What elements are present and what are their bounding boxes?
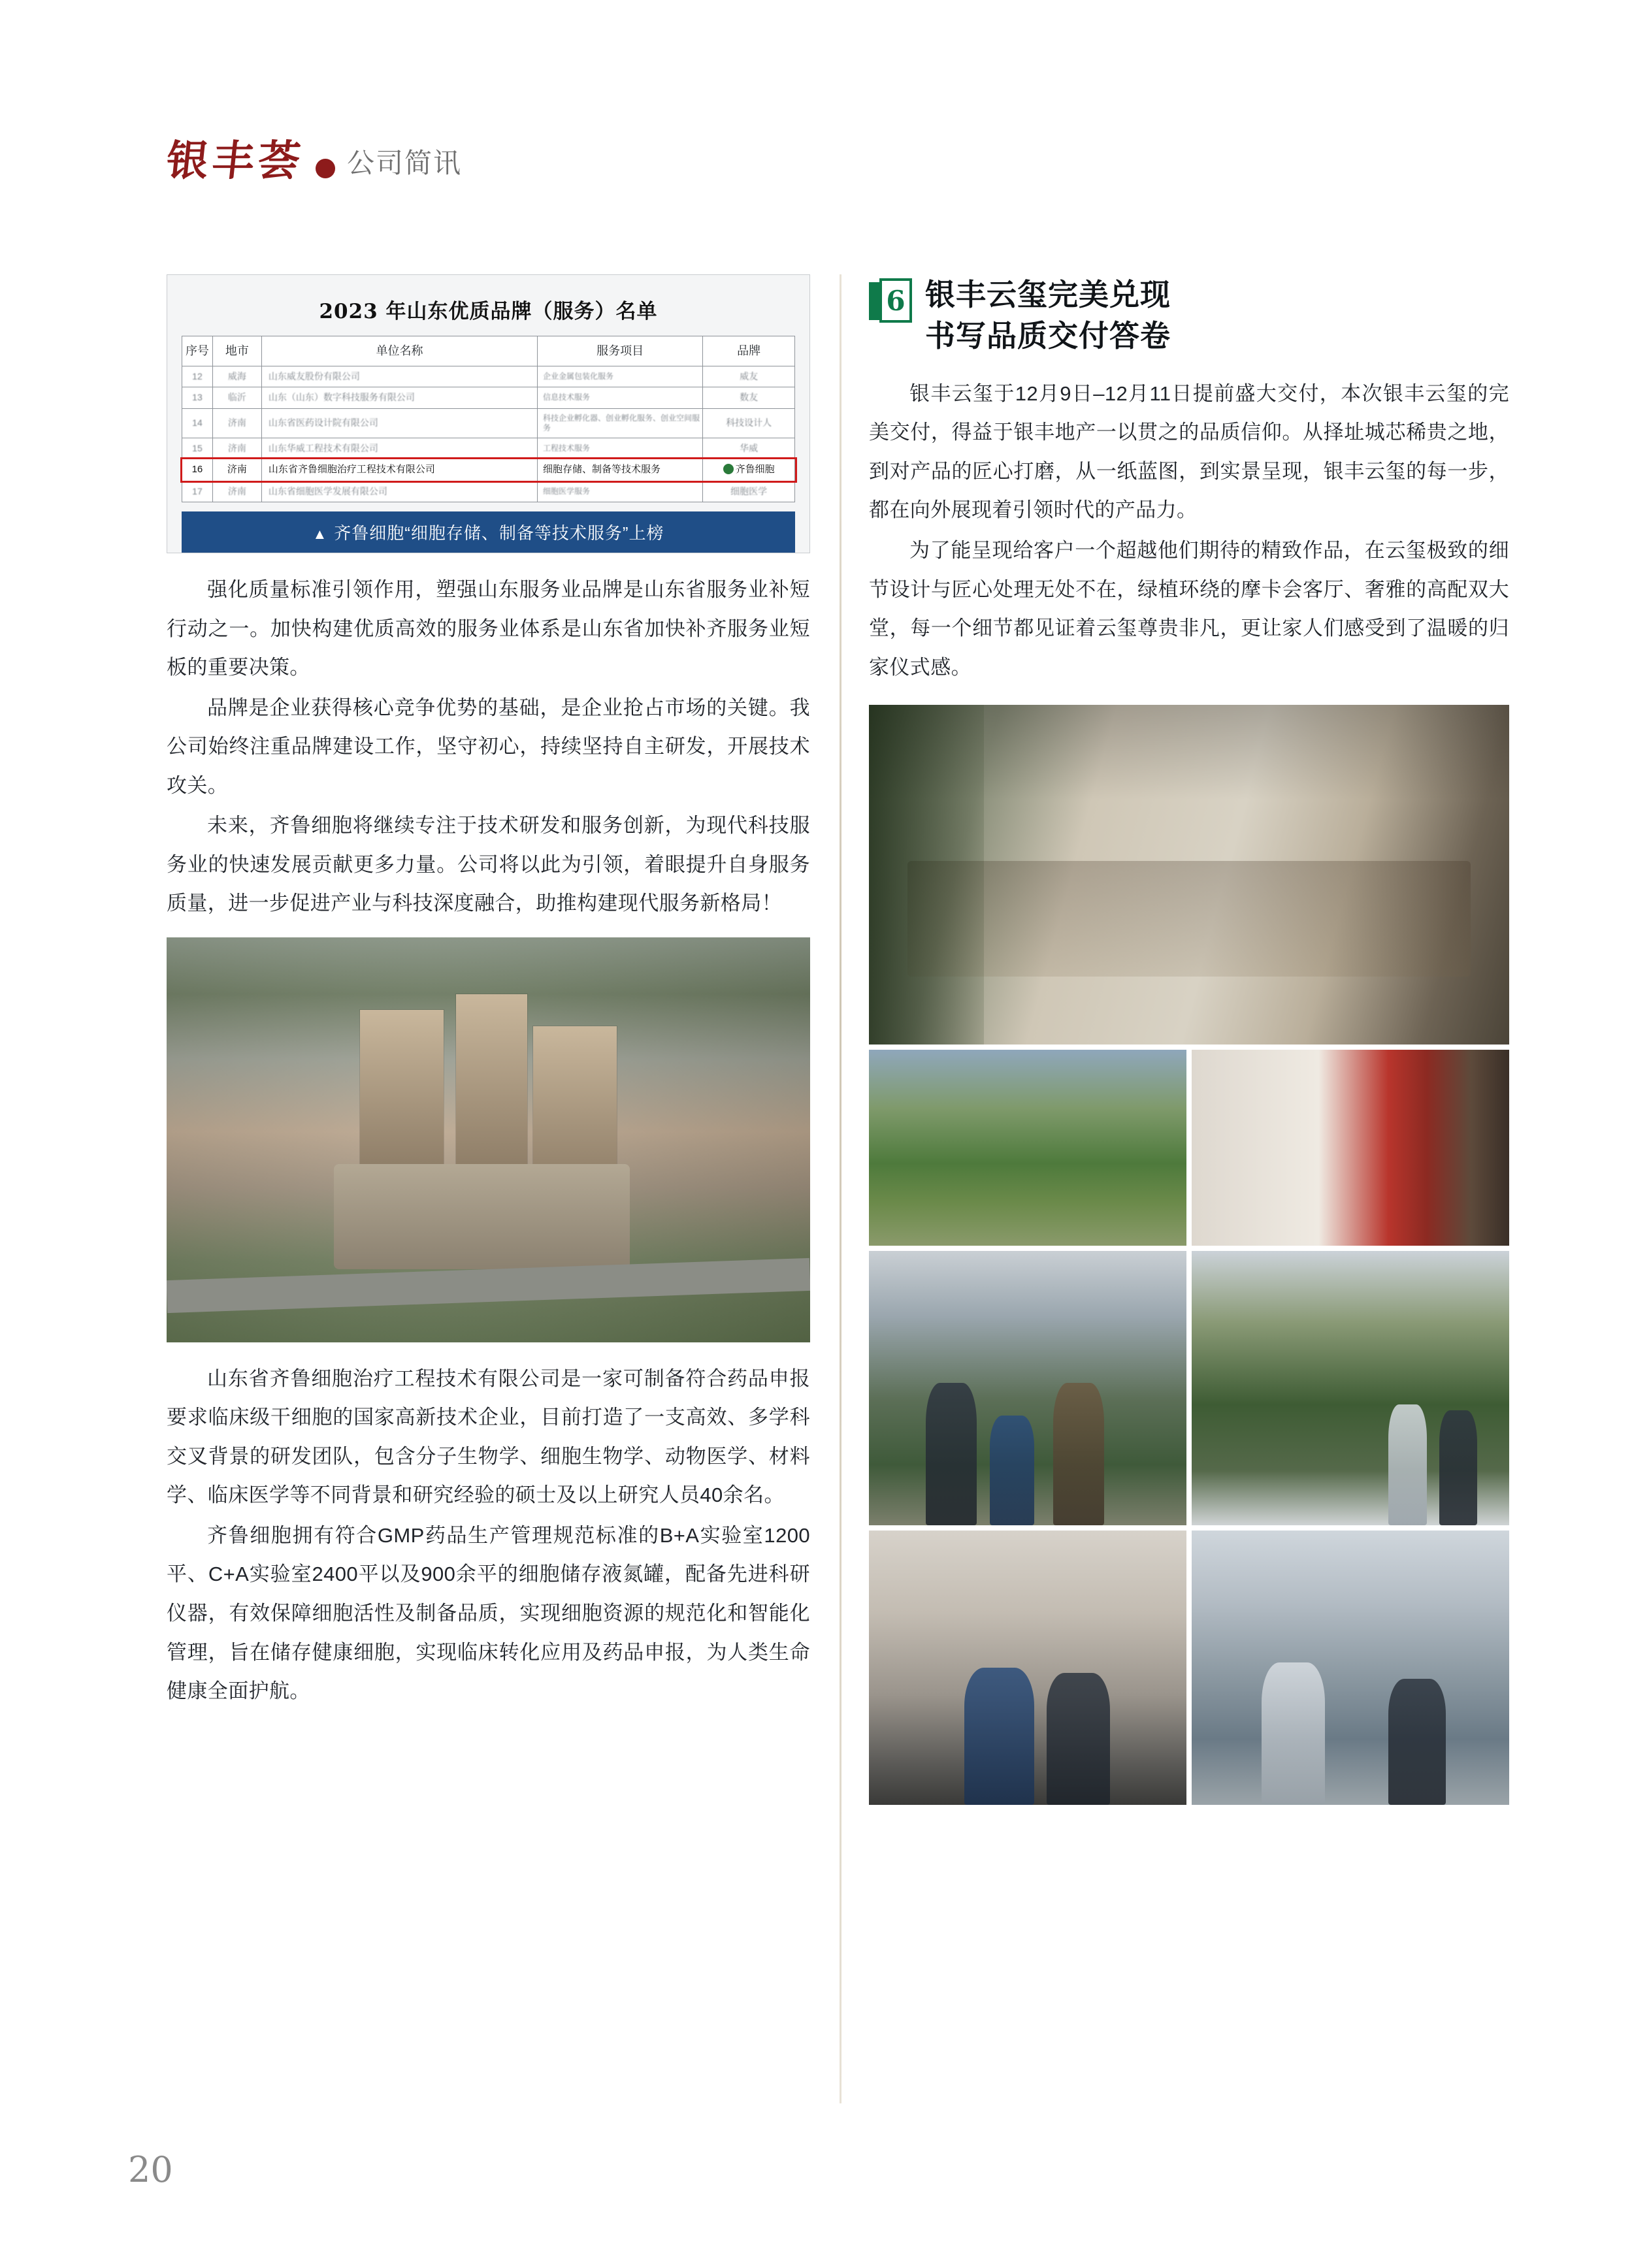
page-number: 20 <box>128 2149 173 2190</box>
brand-list-figure <box>167 274 810 553</box>
person-silhouette <box>1047 1673 1110 1805</box>
person-silhouette <box>1262 1662 1325 1805</box>
section-title: 公司简讯 <box>347 148 463 178</box>
right-column <box>869 274 1509 1810</box>
cell-brand: 科技设计人 <box>703 408 795 438</box>
cell-city: 济南 <box>212 408 261 438</box>
paragraph: 银丰云玺于12月9日–12月11日提前盛大交付，本次银丰云玺的完美交付，得益于银丰地产一以贯之的品质信仰。从择址城芯稀贵之地，到对产品的匠心打磨，从一纸蓝图，到实景呈现，银丰云玺的每一步，都在向外展现着引领时代的产品力。 <box>869 381 1509 522</box>
aerial-campus-photo <box>167 937 810 1342</box>
table-row <box>182 438 795 459</box>
staff-greeting-photo <box>1192 1531 1509 1805</box>
th-seq: 序号 <box>182 336 213 366</box>
cell-service: 企业金属包装化服务 <box>538 366 703 387</box>
cell-service: 细胞存储、制备等技术服务 <box>538 459 703 481</box>
cell-service: 信息技术服务 <box>538 387 703 409</box>
left-text-block-2 <box>167 1359 810 1711</box>
cell-seq: 16 <box>182 459 213 481</box>
left-text-block-1 <box>167 570 810 923</box>
cell-unit: 山东省细胞医学发展有限公司 <box>261 481 537 502</box>
cell-seq: 15 <box>182 438 213 459</box>
person-silhouette <box>990 1416 1034 1525</box>
person-silhouette <box>964 1668 1034 1805</box>
article-title-line1: 银丰云玺完美兑现 <box>925 278 1171 312</box>
triangle-marker-icon: ▲ <box>312 526 328 543</box>
cell-unit: 山东威友股份有限公司 <box>261 366 537 387</box>
paragraph: 为了能呈现给客户一个超越他们期待的精致作品，在云玺极致的细节设计与匠心处理无处不在，绿植环绕的摩卡会客厅、奢雅的高配双大堂，每一个细节都见证着云玺尊贵非凡，更让家人们感受到了温暖的归家仪式感。 <box>869 539 1509 679</box>
cell-unit: 山东（山东）数字科技服务有限公司 <box>261 387 537 409</box>
th-unit: 单位名称 <box>261 336 537 366</box>
masthead-dot-icon <box>316 159 335 178</box>
figure-caption-text: 齐鲁细胞“细胞存储、制备等技术服务”上榜 <box>334 523 664 543</box>
cell-brand <box>703 459 795 481</box>
cell-seq: 13 <box>182 387 213 409</box>
cell-brand-label: 齐鲁细胞 <box>735 464 775 475</box>
building-podium <box>334 1164 630 1269</box>
masthead-logo: 银丰荟 <box>164 137 306 186</box>
lobby-lounge-photo <box>869 705 1509 1045</box>
cell-brand: 细胞医学 <box>703 481 795 502</box>
cell-unit: 山东省齐鲁细胞治疗工程技术有限公司 <box>261 459 537 481</box>
table-row <box>182 387 795 409</box>
collage-row <box>869 705 1509 1045</box>
photo-collage <box>869 705 1509 1805</box>
person-silhouette <box>1053 1383 1104 1525</box>
cell-brand: 数友 <box>703 387 795 409</box>
left-column <box>167 274 810 1712</box>
badge-bar-icon <box>869 282 879 320</box>
person-silhouette <box>1388 1404 1426 1525</box>
cell-seq: 17 <box>182 481 213 502</box>
article-number-badge <box>869 278 912 323</box>
article-header <box>869 274 1509 357</box>
cell-unit: 山东省医药设计院有限公司 <box>261 408 537 438</box>
paragraph: 未来，齐鲁细胞将继续专注于技术研发和服务创新，为现代科技服务业的快速发展贡献更多力量。公司将以此为引领，着眼提升自身服务质量，进一步促进产业与科技深度融合，助推构建现代服务新格局！ <box>167 814 810 915</box>
courtyard-pine-photo <box>1192 1251 1509 1525</box>
collage-row <box>869 1531 1509 1805</box>
table-title: 2023 年山东优质品牌（服务）名单 <box>319 300 658 323</box>
paragraph: 齐鲁细胞拥有符合GMP药品生产管理规范标准的B+A实验室1200平、C+A实验室2400平以及900余平的细胞储存液氮罐，配备先进科研仪器，有效保障细胞活性及制备品质，实现细胞资源的规范化和智能化管理，旨在储存健康细胞，实现临床转化应用及药品申报，为人类生命健康全面护航。 <box>167 1523 810 1703</box>
table-row <box>182 481 795 502</box>
table-row <box>182 366 795 387</box>
person-silhouette <box>926 1383 977 1525</box>
brand-logo-icon <box>723 464 736 475</box>
handover-desk-photo <box>869 1531 1186 1805</box>
right-text-block <box>869 374 1509 687</box>
cell-service: 细胞医学服务 <box>538 481 703 502</box>
cell-seq: 14 <box>182 408 213 438</box>
cell-city: 济南 <box>212 481 261 502</box>
cell-service: 科技企业孵化器、创业孵化服务、创业空间服务 <box>538 408 703 438</box>
article-title <box>925 274 1171 357</box>
cell-brand: 华威 <box>703 438 795 459</box>
th-brand: 品牌 <box>703 336 795 366</box>
building-tower <box>360 1010 444 1172</box>
brand-list-table <box>182 336 795 502</box>
paragraph: 山东省齐鲁细胞治疗工程技术有限公司是一家可制备符合药品申报要求临床级干细胞的国家高新技术企业，目前打造了一支高效、多学科交叉背景的研发团队，包含分子生物学、细胞生物学、动物医学、材料学、临床医学等不同背景和研究经验的硕士及以上研究人员40余名。 <box>167 1367 810 1507</box>
table-row <box>182 408 795 438</box>
cell-service: 工程技术服务 <box>538 438 703 459</box>
table-row-highlighted <box>182 459 795 481</box>
figure-caption <box>182 511 795 553</box>
column-divider <box>840 274 841 2103</box>
cell-seq: 12 <box>182 366 213 387</box>
cell-unit: 山东华威工程技术有限公司 <box>261 438 537 459</box>
person-silhouette <box>1439 1410 1477 1525</box>
cell-city: 济南 <box>212 459 261 481</box>
cell-city: 济南 <box>212 438 261 459</box>
table-header-row <box>182 336 795 366</box>
page-header <box>164 137 463 186</box>
cell-city: 威海 <box>212 366 261 387</box>
person-silhouette <box>1388 1679 1445 1805</box>
paragraph: 品牌是企业获得核心竞争优势的基础，是企业抢占市场的关键。我公司始终注重品牌建设工作，坚守初心，持续坚持自主研发，开展技术攻关。 <box>167 696 810 797</box>
th-service: 服务项目 <box>538 336 703 366</box>
collage-row <box>869 1050 1509 1246</box>
entrance-welcome-photo <box>1192 1050 1509 1246</box>
th-city: 地市 <box>212 336 261 366</box>
badge-number: 6 <box>879 278 912 323</box>
cell-brand: 威友 <box>703 366 795 387</box>
family-walking-photo <box>869 1251 1186 1525</box>
garden-landscape-photo <box>869 1050 1186 1246</box>
building-tower <box>456 994 527 1173</box>
cell-city: 临沂 <box>212 387 261 409</box>
paragraph: 强化质量标准引领作用，塑强山东服务业品牌是山东省服务业补短行动之一。加快构建优质高效的服务业体系是山东省加快补齐服务业短板的重要决策。 <box>167 578 810 679</box>
article-title-line2: 书写品质交付答卷 <box>925 319 1171 353</box>
collage-row <box>869 1251 1509 1525</box>
